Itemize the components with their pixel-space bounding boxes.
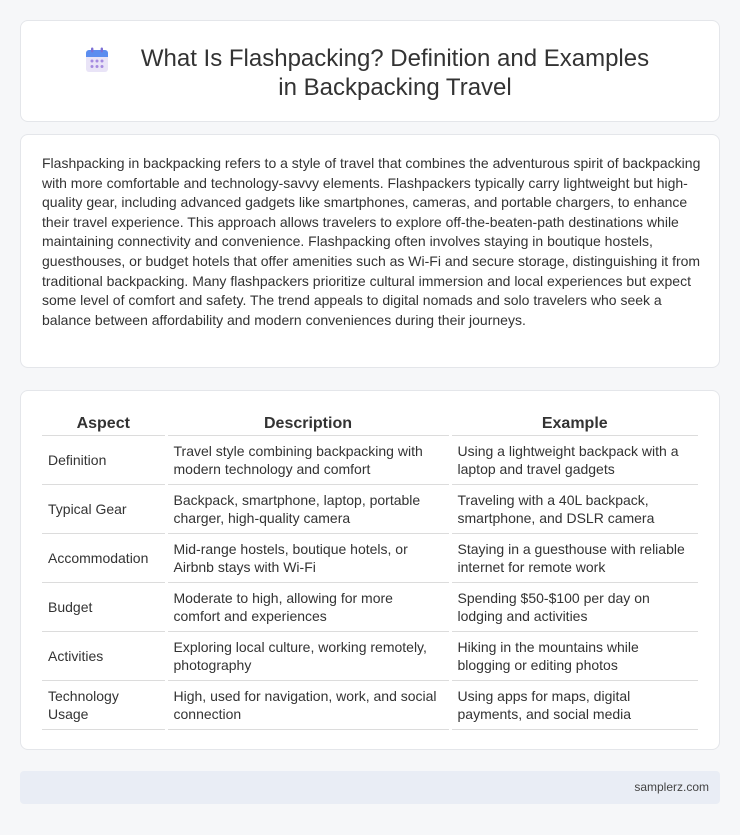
header-aspect: Aspect bbox=[42, 413, 166, 435]
cell-description: Backpack, smartphone, laptop, portable charger, high-quality camera bbox=[166, 484, 450, 533]
table-row bbox=[42, 533, 698, 582]
table-row bbox=[42, 680, 698, 729]
table-card bbox=[20, 390, 720, 750]
comparison-table bbox=[42, 413, 698, 730]
cell-description: Travel style combining backpacking with modern technology and comfort bbox=[166, 435, 450, 484]
cell-description: Moderate to high, allowing for more comfort and experiences bbox=[166, 582, 450, 631]
intro-paragraph: Flashpacking in backpacking refers to a style of travel that combines the adventurous spirit of backpacking with more comfortable and technology-savvy elements. Flashpackers typically carry lightweight but high-quality gear, including advanced gadgets like smartphones, cameras, and portable chargers, to enhance their travel experience. This approach allows travelers to explore off-the-beaten-path destinations while maintaining connectivity and convenience. Flashpacking often involves staying in boutique hostels, guesthouses, or budget hotels that offer amenities such as Wi-Fi and secure storage, distinguishing it from traditional backpacking. Many flashpackers prioritize cultural immersion and local experiences but expect some level of comfort and safety. The trend appeals to digital nomads and solo travelers who seek a balance between affordability and modern conveniences during their journeys. bbox=[42, 155, 701, 328]
intro-card bbox=[20, 134, 720, 368]
table-header-row bbox=[42, 413, 698, 435]
table-row bbox=[42, 582, 698, 631]
page-title: What Is Flashpacking? Definition and Examples in Backpacking Travel bbox=[140, 45, 650, 101]
table-row bbox=[42, 631, 698, 680]
table-row bbox=[42, 435, 698, 484]
title-card bbox=[20, 20, 720, 122]
cell-example: Traveling with a 40L backpack, smartphone, and DSLR camera bbox=[450, 484, 698, 533]
table-row bbox=[42, 484, 698, 533]
cell-aspect: Typical Gear bbox=[42, 484, 166, 533]
cell-example: Using apps for maps, digital payments, and social media bbox=[450, 680, 698, 729]
cell-example: Spending $50-$100 per day on lodging and activities bbox=[450, 582, 698, 631]
cell-aspect: Activities bbox=[42, 631, 166, 680]
footer-site-link[interactable]: samplerz.com bbox=[634, 780, 709, 794]
cell-example: Staying in a guesthouse with reliable internet for remote work bbox=[450, 533, 698, 582]
header-example: Example bbox=[450, 413, 698, 435]
cell-description: Mid-range hostels, boutique hotels, or Airbnb stays with Wi-Fi bbox=[166, 533, 450, 582]
header-description: Description bbox=[166, 413, 450, 435]
footer-bar bbox=[20, 771, 720, 804]
cell-aspect: Accommodation bbox=[42, 533, 166, 582]
cell-description: High, used for navigation, work, and social connection bbox=[166, 680, 450, 729]
cell-example: Using a lightweight backpack with a laptop and travel gadgets bbox=[450, 435, 698, 484]
cell-example: Hiking in the mountains while blogging or editing photos bbox=[450, 631, 698, 680]
cell-description: Exploring local culture, working remotely, photography bbox=[166, 631, 450, 680]
cell-aspect: Technology Usage bbox=[42, 680, 166, 729]
cell-aspect: Definition bbox=[42, 435, 166, 484]
cell-aspect: Budget bbox=[42, 582, 166, 631]
